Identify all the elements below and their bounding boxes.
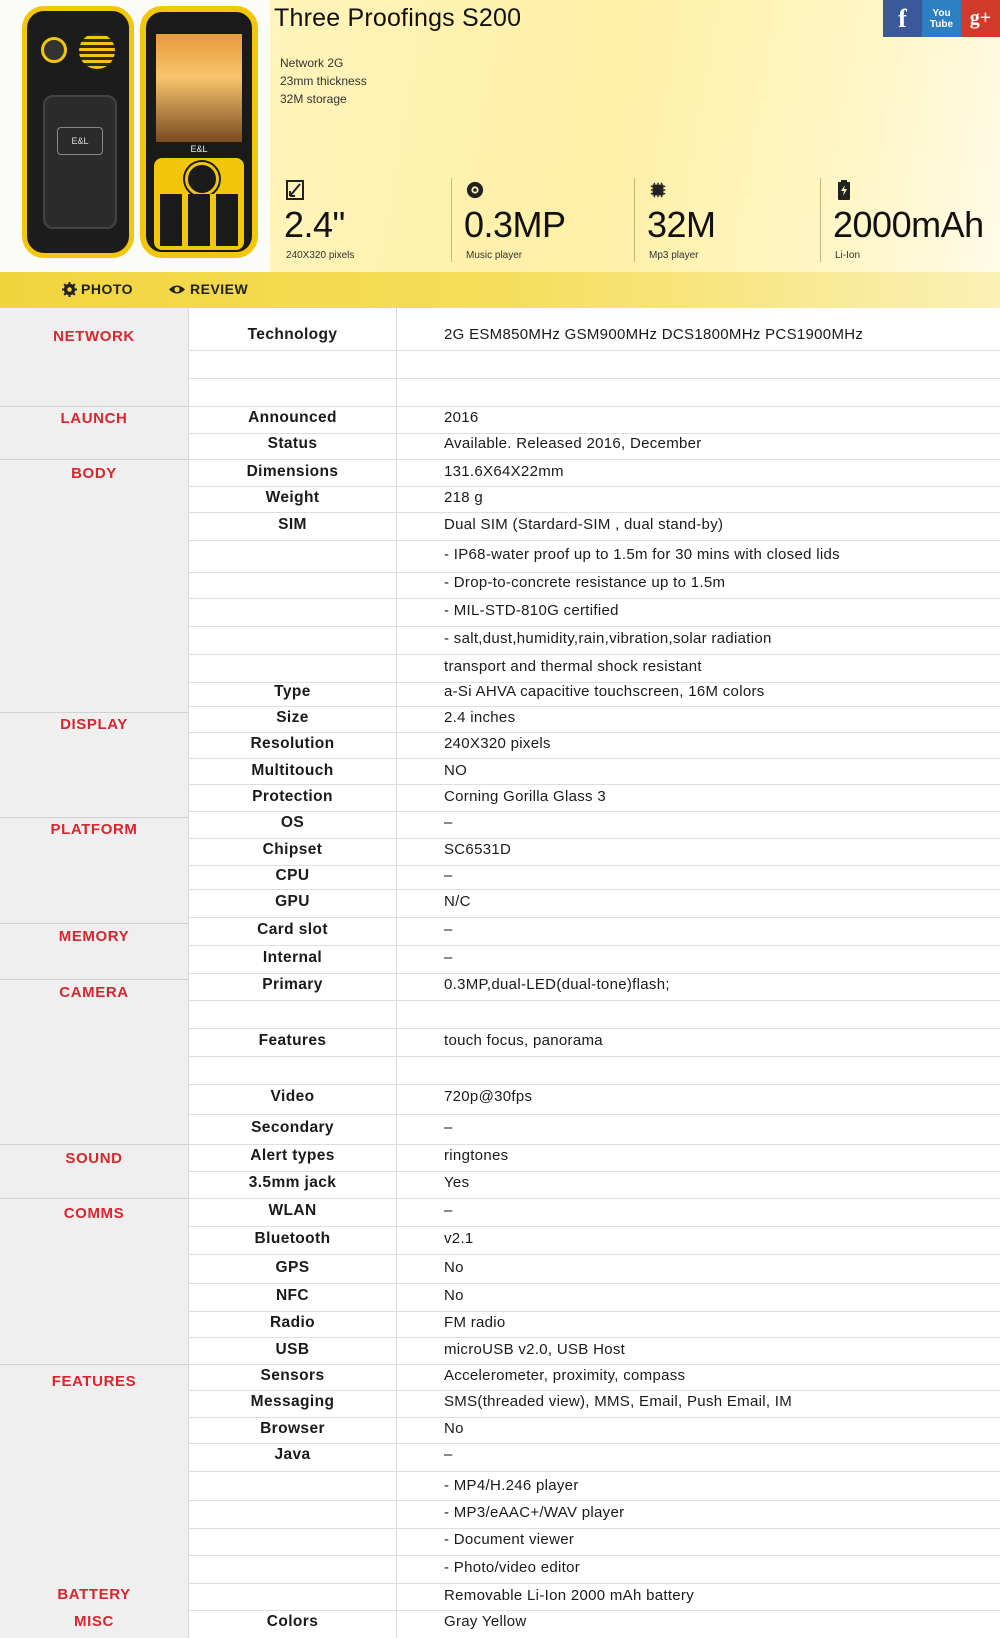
spec-label: Chipset <box>262 841 323 858</box>
spec-value: – <box>444 949 453 966</box>
nav-photo-label: PHOTO <box>81 281 134 297</box>
category-memory: MEMORY <box>58 928 130 945</box>
category-platform: PLATFORM <box>50 821 138 838</box>
row-divider <box>189 784 1000 785</box>
row-divider <box>189 1471 1000 1472</box>
spec-label: Primary <box>262 976 323 993</box>
spec-value: 720p@30fps <box>444 1088 533 1105</box>
number-keys <box>160 194 238 246</box>
row-divider <box>189 1254 1000 1255</box>
spec-value: – <box>444 867 453 884</box>
spec-value: ringtones <box>444 1147 509 1164</box>
stat-divider <box>820 178 821 262</box>
spec-label: Announced <box>248 409 337 426</box>
spec-value: 2.4 inches <box>444 709 516 726</box>
row-divider <box>189 598 1000 599</box>
camera-lens-icon <box>466 180 484 200</box>
spec-value: SMS(threaded view), MMS, Email, Push Email, IM <box>444 1393 793 1410</box>
row-divider <box>189 1390 1000 1391</box>
phone-front-view <box>140 6 258 258</box>
quick-spec-network: Network 2G <box>280 56 344 70</box>
row-divider <box>189 1084 1000 1085</box>
spec-value: - MP3/eAAC+/WAV player <box>444 1504 625 1521</box>
spec-label: Messaging <box>250 1393 335 1410</box>
spec-label: Resolution <box>250 735 335 752</box>
spec-label: Multitouch <box>251 762 334 779</box>
category-divider <box>0 712 188 713</box>
spec-label: Colors <box>266 1613 319 1630</box>
row-divider <box>189 1311 1000 1312</box>
spec-value: NO <box>444 762 468 779</box>
spec-label: Status <box>267 435 318 452</box>
stat-divider <box>451 178 452 262</box>
row-divider <box>189 945 1000 946</box>
spec-label: Size <box>276 709 309 726</box>
row-divider <box>189 433 1000 434</box>
spec-value: Available. Released 2016, December <box>444 435 702 452</box>
row-divider <box>189 706 1000 707</box>
row-divider <box>189 1114 1000 1115</box>
row-divider <box>189 1500 1000 1501</box>
spec-value: Accelerometer, proximity, compass <box>444 1367 686 1384</box>
spec-label: Protection <box>252 788 333 805</box>
stat-screen-sub: 240X320 pixels <box>286 250 355 261</box>
category-divider <box>0 979 188 980</box>
spec-label: Card slot <box>257 921 328 938</box>
screen-icon <box>286 180 304 200</box>
spec-label: Java <box>274 1446 311 1463</box>
stat-camera-sub: Music player <box>466 250 523 261</box>
spec-value: SC6531D <box>444 841 512 858</box>
page-title: Three Proofings S200 <box>274 4 522 32</box>
category-features: FEATURES <box>51 1373 137 1390</box>
row-divider <box>189 1171 1000 1172</box>
spec-label: OS <box>280 814 305 831</box>
phone-screen <box>156 34 242 142</box>
spec-label: GPU <box>275 893 310 910</box>
category-camera: CAMERA <box>59 984 129 1001</box>
row-divider <box>189 1198 1000 1199</box>
stat-camera-value: 0.3MP <box>464 204 566 245</box>
category-divider <box>0 406 188 407</box>
battery-cover <box>43 95 117 229</box>
row-divider <box>189 811 1000 812</box>
category-divider <box>0 1144 188 1145</box>
row-divider <box>189 486 1000 487</box>
row-divider <box>189 1417 1000 1418</box>
nav-review-label: REVIEW <box>190 281 249 297</box>
spec-label: Secondary <box>251 1119 334 1136</box>
row-divider <box>189 758 1000 759</box>
row-divider <box>189 1337 1000 1338</box>
stat-screen-value: 2.4" <box>284 204 345 245</box>
nav-review[interactable] <box>168 281 248 297</box>
quick-spec-storage: 32M storage <box>280 92 347 106</box>
spec-label: Sensors <box>260 1367 325 1384</box>
row-divider <box>189 1226 1000 1227</box>
spec-value: - Drop-to-concrete resistance up to 1.5m <box>444 574 726 591</box>
spec-label: CPU <box>275 867 310 884</box>
battery-icon <box>835 180 853 200</box>
spec-value: – <box>444 921 453 938</box>
spec-label: SIM <box>278 516 307 533</box>
spec-label: Video <box>270 1088 315 1105</box>
spec-value: 2G ESM850MHz GSM900MHz DCS1800MHz PCS1900MHz <box>444 326 864 343</box>
spec-label: Browser <box>260 1420 325 1437</box>
row-divider <box>189 459 1000 460</box>
row-divider <box>189 1443 1000 1444</box>
row-divider <box>189 512 1000 513</box>
row-divider <box>189 973 1000 974</box>
spec-value: transport and thermal shock resistant <box>444 658 702 675</box>
spec-value: - Photo/video editor <box>444 1559 581 1576</box>
row-divider <box>189 1555 1000 1556</box>
category-divider <box>0 459 188 460</box>
row-divider <box>189 350 1000 351</box>
row-divider <box>189 654 1000 655</box>
spec-value: - IP68-water proof up to 1.5m for 30 mins with closed lids <box>444 546 840 563</box>
spec-value: - MIL-STD-810G certified <box>444 602 619 619</box>
spec-label: Alert types <box>250 1147 335 1164</box>
nav-photo[interactable] <box>62 281 133 297</box>
spec-label: 3.5mm jack <box>248 1174 337 1191</box>
spec-label: Radio <box>269 1314 316 1331</box>
stat-storage-value: 32M <box>647 204 716 245</box>
row-divider <box>189 917 1000 918</box>
gear-icon <box>62 282 77 297</box>
spec-label: WLAN <box>268 1202 317 1219</box>
spec-value: 0.3MP,dual-LED(dual-tone)flash; <box>444 976 670 993</box>
facebook-icon[interactable]: f <box>883 0 922 37</box>
spec-value: No <box>444 1420 464 1437</box>
spec-value: microUSB v2.0, USB Host <box>444 1341 626 1358</box>
nav-bar <box>0 272 1000 308</box>
google-plus-icon[interactable]: g+ <box>961 0 1000 37</box>
quick-specs <box>280 54 367 108</box>
category-column <box>0 308 188 1638</box>
spec-label: Type <box>274 683 311 700</box>
spec-value: – <box>444 1446 453 1463</box>
category-network: NETWORK <box>53 328 135 345</box>
eye-icon <box>168 283 186 296</box>
speaker-grille <box>79 33 115 69</box>
spec-value: – <box>444 1119 453 1136</box>
spec-value: 218 g <box>444 489 484 506</box>
product-header <box>0 0 1000 272</box>
spec-value: FM radio <box>444 1314 506 1331</box>
spec-label: Weight <box>265 489 320 506</box>
spec-value: No <box>444 1287 464 1304</box>
spec-label: GPS <box>275 1259 310 1276</box>
category-launch: LAUNCH <box>60 410 128 427</box>
row-divider <box>189 1144 1000 1145</box>
product-photo <box>0 0 270 272</box>
spec-value: touch focus, panorama <box>444 1032 603 1049</box>
category-misc: MISC <box>74 1613 114 1630</box>
category-sound: SOUND <box>65 1150 123 1167</box>
stat-battery-value: 2000mAh <box>833 204 984 245</box>
spec-value: N/C <box>444 893 471 910</box>
stat-battery-sub: Li-Ion <box>835 250 861 261</box>
row-divider <box>189 889 1000 890</box>
spec-value: – <box>444 814 453 831</box>
row-divider <box>189 1528 1000 1529</box>
category-divider <box>0 1198 188 1199</box>
row-divider <box>189 1610 1000 1611</box>
stat-divider <box>634 178 635 262</box>
category-body: BODY <box>71 465 117 482</box>
spec-value: – <box>444 1202 453 1219</box>
spec-label: Internal <box>262 949 323 966</box>
row-divider <box>189 1028 1000 1029</box>
row-divider <box>189 865 1000 866</box>
social-links <box>883 0 1000 37</box>
spec-value: 2016 <box>444 409 479 426</box>
phone-back-view <box>22 6 134 258</box>
spec-value: Yes <box>444 1174 470 1191</box>
spec-table <box>0 308 1000 1638</box>
category-comms: COMMS <box>63 1205 125 1222</box>
row-divider <box>189 572 1000 573</box>
chip-icon <box>649 180 667 200</box>
category-divider <box>0 1364 188 1365</box>
row-divider <box>189 406 1000 407</box>
row-divider <box>189 838 1000 839</box>
row-divider <box>189 1283 1000 1284</box>
row-divider <box>189 1364 1000 1365</box>
spec-value: Gray Yellow <box>444 1613 527 1630</box>
quick-spec-thickness: 23mm thickness <box>280 74 367 88</box>
dpad <box>185 162 219 196</box>
spec-value: - MP4/H.246 player <box>444 1477 579 1494</box>
category-divider <box>0 817 188 818</box>
row-divider <box>189 732 1000 733</box>
stat-storage-sub: Mp3 player <box>649 250 699 261</box>
spec-label: NFC <box>275 1287 310 1304</box>
category-divider <box>0 923 188 924</box>
spec-value: 131.6X64X22mm <box>444 463 564 480</box>
phone-brand-logo: E&L <box>57 127 103 155</box>
keypad <box>154 158 244 250</box>
spec-value: No <box>444 1259 464 1276</box>
spec-value: a-Si AHVA capacitive touchscreen, 16M colors <box>444 683 765 700</box>
spec-value: v2.1 <box>444 1230 474 1247</box>
spec-label: Features <box>258 1032 327 1049</box>
spec-label: Technology <box>247 326 338 343</box>
category-battery: BATTERY <box>57 1586 131 1603</box>
row-divider <box>189 1056 1000 1057</box>
row-divider <box>189 378 1000 379</box>
phone-front-brand: E&L <box>190 144 208 154</box>
row-divider <box>189 626 1000 627</box>
spec-value: Corning Gorilla Glass 3 <box>444 788 606 805</box>
spec-label: Bluetooth <box>254 1230 331 1247</box>
row-divider <box>189 540 1000 541</box>
category-display: DISPLAY <box>60 716 128 733</box>
spec-value: - salt,dust,humidity,rain,vibration,solar radiation <box>444 630 772 647</box>
spec-value: 240X320 pixels <box>444 735 551 752</box>
spec-value: - Document viewer <box>444 1531 575 1548</box>
spec-label: USB <box>275 1341 310 1358</box>
rear-camera <box>41 37 67 63</box>
row-divider <box>189 1000 1000 1001</box>
youtube-icon[interactable]: You Tube <box>922 0 961 37</box>
row-divider <box>189 1583 1000 1584</box>
spec-value: Removable Li-Ion 2000 mAh battery <box>444 1587 695 1604</box>
spec-label: Dimensions <box>246 463 339 480</box>
spec-value: Dual SIM (Stardard-SIM , dual stand-by) <box>444 516 724 533</box>
